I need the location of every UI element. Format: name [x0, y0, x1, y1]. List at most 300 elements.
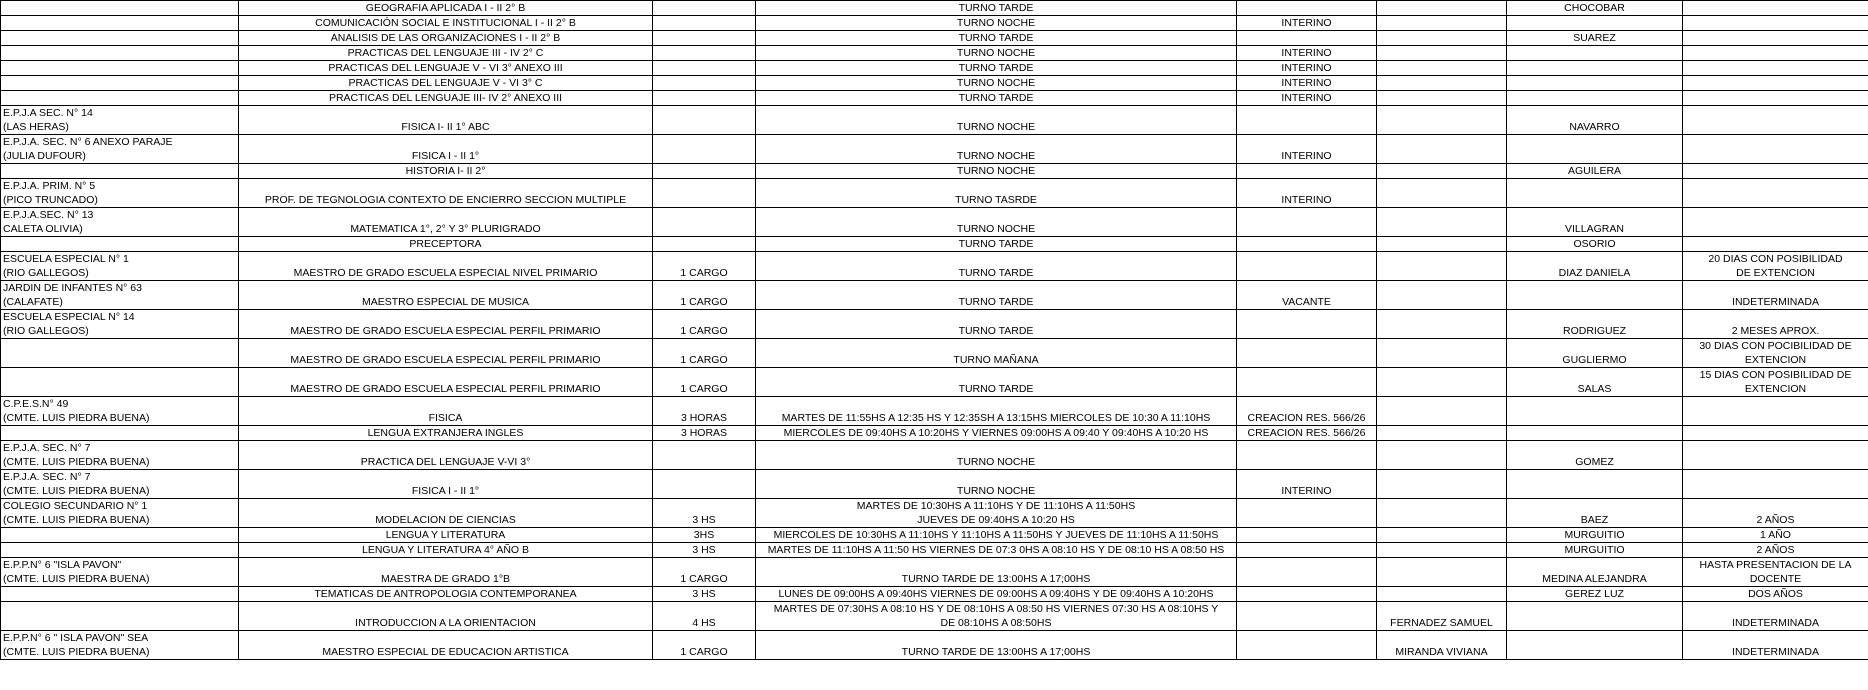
- schedule-line: TURNO TARDE: [958, 383, 1034, 395]
- duration-line: 2 AÑOS: [1756, 544, 1795, 556]
- schedule-line: TURNO TARDE: [958, 62, 1034, 74]
- duration-cell: [1683, 499, 1868, 528]
- quantity-cell: [653, 76, 756, 91]
- replacement-cell: [1377, 46, 1507, 61]
- duration-cell: [1683, 470, 1868, 499]
- table-row: [1, 339, 1868, 368]
- schedule-cell: [756, 631, 1237, 660]
- schedule-cell: [756, 1, 1237, 16]
- table-row: [1, 499, 1868, 528]
- duration-cell: [1683, 164, 1868, 179]
- school-cell: [1, 543, 239, 558]
- table-row: [1, 61, 1868, 76]
- schedule-cell: [756, 76, 1237, 91]
- schedule-cell: [756, 281, 1237, 310]
- school-cell: [1, 237, 239, 252]
- status-cell: [1237, 1, 1377, 16]
- holder-cell: [1507, 46, 1683, 61]
- quantity-cell: 4 HS: [653, 602, 756, 631]
- school-cell: [1, 179, 239, 208]
- school-line: JARDIN DE INFANTES N° 63: [3, 282, 142, 294]
- schedule-line: TURNO TARDE DE 13:00HS A 17;00HS: [901, 646, 1091, 658]
- position-cell: MAESTRO DE GRADO ESCUELA ESPECIAL PERFIL PRIMARIO: [239, 339, 653, 368]
- holder-cell: OSORIO: [1507, 237, 1683, 252]
- schedule-cell: [756, 179, 1237, 208]
- duration-cell: [1683, 208, 1868, 237]
- status-cell: [1237, 368, 1377, 397]
- holder-cell: [1507, 179, 1683, 208]
- replacement-cell: [1377, 76, 1507, 91]
- schedule-cell: [756, 61, 1237, 76]
- school-cell: [1, 499, 239, 528]
- table-row: [1, 470, 1868, 499]
- holder-cell: NAVARRO: [1507, 106, 1683, 135]
- duration-cell: [1683, 543, 1868, 558]
- replacement-cell: [1377, 164, 1507, 179]
- quantity-cell: 3 HS: [653, 543, 756, 558]
- table-row: [1, 1, 1868, 16]
- status-cell: [1237, 499, 1377, 528]
- school-cell: [1, 31, 239, 46]
- table-row: [1, 179, 1868, 208]
- duration-cell: [1683, 558, 1868, 587]
- duration-line: INDETERMINADA: [1732, 646, 1819, 658]
- table-row: [1, 426, 1868, 441]
- status-cell: INTERINO: [1237, 61, 1377, 76]
- school-cell: [1, 587, 239, 602]
- duration-cell: [1683, 46, 1868, 61]
- duration-cell: [1683, 252, 1868, 281]
- position-cell: FISICA I - II 1°: [239, 470, 653, 499]
- schedule-cell: [756, 46, 1237, 61]
- position-cell: PRACTICAS DEL LENGUAJE III - IV 2° C: [239, 46, 653, 61]
- duration-cell: [1683, 179, 1868, 208]
- schedule-cell: [756, 426, 1237, 441]
- duration-cell: [1683, 528, 1868, 543]
- duration-line: DE EXTENCION: [1736, 267, 1815, 279]
- schedule-cell: [756, 135, 1237, 164]
- replacement-cell: [1377, 587, 1507, 602]
- school-line: (CMTE. LUIS PIEDRA BUENA): [3, 412, 150, 424]
- quantity-cell: [653, 208, 756, 237]
- school-cell: [1, 135, 239, 164]
- replacement-cell: [1377, 543, 1507, 558]
- schedule-cell: [756, 441, 1237, 470]
- schedule-cell: [756, 499, 1237, 528]
- replacement-cell: [1377, 135, 1507, 164]
- holder-cell: MURGUITIO: [1507, 528, 1683, 543]
- school-line: E.P.J.A.SEC. N° 13: [3, 209, 94, 221]
- table-row: [1, 106, 1868, 135]
- quantity-cell: [653, 16, 756, 31]
- duration-cell: [1683, 426, 1868, 441]
- holder-cell: [1507, 281, 1683, 310]
- schedule-line: MARTES DE 10:30HS A 11:10HS Y DE 11:10HS A 11:50HS: [856, 500, 1136, 512]
- school-cell: [1, 46, 239, 61]
- school-line: (JULIA DUFOUR): [3, 150, 86, 162]
- school-cell: [1, 91, 239, 106]
- schedule-cell: [756, 528, 1237, 543]
- quantity-cell: 1 CARGO: [653, 310, 756, 339]
- schedule-line: TURNO NOCHE: [956, 121, 1036, 133]
- duration-cell: [1683, 61, 1868, 76]
- schedule-line: TURNO NOCHE: [956, 223, 1036, 235]
- duration-cell: [1683, 397, 1868, 426]
- holder-cell: GEREZ LUZ: [1507, 587, 1683, 602]
- quantity-cell: [653, 441, 756, 470]
- school-cell: [1, 426, 239, 441]
- status-cell: [1237, 310, 1377, 339]
- duration-cell: [1683, 91, 1868, 106]
- school-cell: [1, 631, 239, 660]
- holder-cell: DIAZ DANIELA: [1507, 252, 1683, 281]
- position-cell: TEMATICAS DE ANTROPOLOGIA CONTEMPORANEA: [239, 587, 653, 602]
- duration-cell: [1683, 237, 1868, 252]
- replacement-cell: [1377, 528, 1507, 543]
- table-row: [1, 310, 1868, 339]
- replacement-cell: [1377, 441, 1507, 470]
- school-line: (CMTE. LUIS PIEDRA BUENA): [3, 573, 150, 585]
- status-cell: [1237, 587, 1377, 602]
- quantity-cell: [653, 31, 756, 46]
- schedule-line: MARTES DE 07:30HS A 08:10 HS Y DE 08:10HS A 08:50 HS VIERNES 07:30 HS A 08:10HS Y: [773, 603, 1219, 615]
- schedule-line: MIERCOLES DE 09:40HS A 10:20HS Y VIERNES 09:00HS A 09:40 Y 09:40HS A 10:20 HS: [783, 427, 1209, 439]
- school-line: CALETA OLIVIA): [3, 223, 83, 235]
- school-line: (LAS HERAS): [3, 121, 69, 133]
- schedule-line: TURNO TARDE: [958, 296, 1034, 308]
- status-cell: INTERINO: [1237, 16, 1377, 31]
- school-cell: [1, 397, 239, 426]
- schedule-line: MARTES DE 11:55HS A 12:35 HS Y 12:35SH A 13:15HS MIERCOLES DE 10:30 A 11:10HS: [781, 412, 1211, 424]
- holder-cell: [1507, 426, 1683, 441]
- school-line: (CALAFATE): [3, 296, 63, 308]
- schedule-cell: [756, 106, 1237, 135]
- duration-cell: [1683, 16, 1868, 31]
- duration-line: EXTENCION: [1744, 354, 1807, 366]
- schedule-line: TURNO TARDE: [958, 2, 1034, 14]
- table-row: [1, 31, 1868, 46]
- holder-cell: [1507, 76, 1683, 91]
- duration-cell: [1683, 602, 1868, 631]
- school-cell: [1, 208, 239, 237]
- quantity-cell: 1 CARGO: [653, 281, 756, 310]
- position-cell: MATEMATICA 1°, 2° Y 3° PLURIGRADO: [239, 208, 653, 237]
- holder-cell: MURGUITIO: [1507, 543, 1683, 558]
- holder-cell: [1507, 91, 1683, 106]
- status-cell: [1237, 106, 1377, 135]
- quantity-cell: 1 CARGO: [653, 252, 756, 281]
- school-cell: [1, 310, 239, 339]
- school-cell: [1, 470, 239, 499]
- status-cell: [1237, 237, 1377, 252]
- schedule-line: TURNO TASRDE: [955, 194, 1037, 206]
- replacement-cell: [1377, 208, 1507, 237]
- school-line: (CMTE. LUIS PIEDRA BUENA): [3, 485, 150, 497]
- school-cell: [1, 164, 239, 179]
- holder-cell: BAEZ: [1507, 499, 1683, 528]
- position-cell: HISTORIA I- II 2°: [239, 164, 653, 179]
- holder-cell: [1507, 61, 1683, 76]
- holder-cell: [1507, 470, 1683, 499]
- duration-line: INDETERMINADA: [1732, 296, 1819, 308]
- holder-cell: CHOCOBAR: [1507, 1, 1683, 16]
- duration-line: 30 DIAS CON POCIBILIDAD DE: [1699, 340, 1852, 352]
- table-row: [1, 543, 1868, 558]
- schedule-cell: [756, 310, 1237, 339]
- school-cell: [1, 528, 239, 543]
- table-row: [1, 91, 1868, 106]
- quantity-cell: 1 CARGO: [653, 339, 756, 368]
- replacement-cell: [1377, 310, 1507, 339]
- quantity-cell: [653, 470, 756, 499]
- school-line: E.P.J.A. SEC. N° 7: [3, 442, 91, 454]
- replacement-cell: [1377, 91, 1507, 106]
- holder-cell: [1507, 602, 1683, 631]
- quantity-cell: [653, 179, 756, 208]
- school-line: ESCUELA ESPECIAL N° 1: [3, 253, 129, 265]
- school-line: C.P.E.S.N° 49: [3, 398, 69, 410]
- position-cell: FISICA I- II 1° ABC: [239, 106, 653, 135]
- schedule-line: TURNO TARDE: [958, 267, 1034, 279]
- duration-cell: [1683, 441, 1868, 470]
- holder-cell: GOMEZ: [1507, 441, 1683, 470]
- table-row: [1, 46, 1868, 61]
- duration-line: EXTENCION: [1744, 383, 1807, 395]
- schedule-line: MARTES DE 11:10HS A 11:50 HS VIERNES DE 07:3 0HS A 08:10 HS Y DE 08:10 HS A 08:50 HS: [767, 544, 1225, 556]
- school-cell: [1, 1, 239, 16]
- schedule-cell: [756, 470, 1237, 499]
- status-cell: [1237, 528, 1377, 543]
- table-row: [1, 208, 1868, 237]
- school-line: (CMTE. LUIS PIEDRA BUENA): [3, 514, 150, 526]
- schedule-line: TURNO NOCHE: [956, 77, 1036, 89]
- schedule-line: TURNO TARDE: [958, 92, 1034, 104]
- replacement-cell: [1377, 61, 1507, 76]
- position-cell: MAESTRO DE GRADO ESCUELA ESPECIAL PERFIL PRIMARIO: [239, 368, 653, 397]
- quantity-cell: [653, 91, 756, 106]
- school-line: E.P.P.N° 6 " ISLA PAVON" SEA: [3, 632, 149, 644]
- position-cell: MAESTRO ESPECIAL DE MUSICA: [239, 281, 653, 310]
- replacement-cell: [1377, 426, 1507, 441]
- schedule-line: MIERCOLES DE 10:30HS A 11:10HS Y 11:10HS A 11:50HS Y JUEVES DE 11:10HS A 11:50HS: [773, 529, 1219, 541]
- duration-cell: [1683, 31, 1868, 46]
- school-line: (CMTE. LUIS PIEDRA BUENA): [3, 646, 150, 658]
- position-cell: PRACTICAS DEL LENGUAJE V - VI 3° ANEXO III: [239, 61, 653, 76]
- status-cell: INTERINO: [1237, 46, 1377, 61]
- quantity-cell: 3HS: [653, 528, 756, 543]
- quantity-cell: 1 CARGO: [653, 368, 756, 397]
- quantity-cell: 3 HS: [653, 499, 756, 528]
- school-cell: [1, 441, 239, 470]
- quantity-cell: 3 HORAS: [653, 426, 756, 441]
- position-cell: PRACTICAS DEL LENGUAJE V - VI 3° C: [239, 76, 653, 91]
- table-row: [1, 631, 1868, 660]
- schedule-cell: [756, 543, 1237, 558]
- quantity-cell: [653, 164, 756, 179]
- duration-cell: [1683, 76, 1868, 91]
- position-cell: PRACTICAS DEL LENGUAJE III- IV 2° ANEXO III: [239, 91, 653, 106]
- school-cell: [1, 281, 239, 310]
- position-cell: FISICA I - II 1°: [239, 135, 653, 164]
- replacement-cell: [1377, 470, 1507, 499]
- table-row: [1, 281, 1868, 310]
- replacement-cell: [1377, 16, 1507, 31]
- position-cell: MAESTRO DE GRADO ESCUELA ESPECIAL NIVEL PRIMARIO: [239, 252, 653, 281]
- duration-line: 15 DIAS CON POSIBILIDAD DE: [1699, 369, 1852, 381]
- school-line: ESCUELA ESPECIAL N° 14: [3, 311, 135, 323]
- schedule-cell: [756, 339, 1237, 368]
- position-cell: MODELACION DE CIENCIAS: [239, 499, 653, 528]
- holder-cell: SUAREZ: [1507, 31, 1683, 46]
- school-line: E.P.J.A SEC. N° 14: [3, 107, 93, 119]
- quantity-cell: 3 HS: [653, 587, 756, 602]
- position-cell: MAESTRO ESPECIAL DE EDUCACION ARTISTICA: [239, 631, 653, 660]
- duration-cell: [1683, 368, 1868, 397]
- status-cell: INTERINO: [1237, 135, 1377, 164]
- schedule-line: TURNO NOCHE: [956, 456, 1036, 468]
- status-cell: CREACION RES. 566/26: [1237, 397, 1377, 426]
- status-cell: [1237, 602, 1377, 631]
- duration-cell: [1683, 631, 1868, 660]
- school-line: E.P.J.A. PRIM. N° 5: [3, 180, 96, 192]
- schedule-line: TURNO TARDE: [958, 238, 1034, 250]
- school-cell: [1, 252, 239, 281]
- replacement-cell: [1377, 558, 1507, 587]
- duration-cell: [1683, 135, 1868, 164]
- schedule-cell: [756, 16, 1237, 31]
- status-cell: INTERINO: [1237, 76, 1377, 91]
- holder-cell: [1507, 631, 1683, 660]
- school-cell: [1, 61, 239, 76]
- duration-cell: [1683, 587, 1868, 602]
- position-cell: COMUNICACIÓN SOCIAL E INSTITUCIONAL I - II 2° B: [239, 16, 653, 31]
- status-cell: INTERINO: [1237, 179, 1377, 208]
- holder-cell: [1507, 397, 1683, 426]
- schedule-line: TURNO TARDE: [958, 32, 1034, 44]
- replacement-cell: [1377, 368, 1507, 397]
- table-row: [1, 528, 1868, 543]
- school-line: E.P.P.N° 6 "ISLA PAVON": [3, 559, 122, 571]
- holder-cell: VILLAGRAN: [1507, 208, 1683, 237]
- school-cell: [1, 368, 239, 397]
- duration-cell: [1683, 281, 1868, 310]
- position-cell: MAESTRO DE GRADO ESCUELA ESPECIAL PERFIL PRIMARIO: [239, 310, 653, 339]
- position-cell: LENGUA Y LITERATURA: [239, 528, 653, 543]
- table-row: [1, 558, 1868, 587]
- status-cell: [1237, 31, 1377, 46]
- school-line: (RIO GALLEGOS): [3, 325, 89, 337]
- quantity-cell: [653, 1, 756, 16]
- table-row: [1, 602, 1868, 631]
- schedule-cell: [756, 397, 1237, 426]
- status-cell: [1237, 208, 1377, 237]
- schedule-line: TURNO NOCHE: [956, 17, 1036, 29]
- school-line: (RIO GALLEGOS): [3, 267, 89, 279]
- school-line: (PICO TRUNCADO): [3, 194, 98, 206]
- quantity-cell: 1 CARGO: [653, 558, 756, 587]
- schedule-line: DE 08:10HS A 08:50HS: [940, 617, 1052, 629]
- replacement-cell: MIRANDA VIVIANA: [1377, 631, 1507, 660]
- school-line: COLEGIO SECUNDARIO N° 1: [3, 500, 148, 512]
- quantity-cell: [653, 237, 756, 252]
- status-cell: [1237, 339, 1377, 368]
- replacement-cell: [1377, 31, 1507, 46]
- holder-cell: [1507, 135, 1683, 164]
- table-row: [1, 16, 1868, 31]
- status-cell: CREACION RES. 566/26: [1237, 426, 1377, 441]
- duration-cell: [1683, 1, 1868, 16]
- schedule-line: TURNO TARDE DE 13:00HS A 17;00HS: [901, 573, 1091, 585]
- schedule-line: TURNO NOCHE: [956, 165, 1036, 177]
- position-cell: LENGUA EXTRANJERA INGLES: [239, 426, 653, 441]
- duration-line: 2 AÑOS: [1756, 514, 1795, 526]
- holder-cell: RODRIGUEZ: [1507, 310, 1683, 339]
- replacement-cell: FERNADEZ SAMUEL: [1377, 602, 1507, 631]
- status-cell: [1237, 164, 1377, 179]
- position-cell: PROF. DE TEGNOLOGIA CONTEXTO DE ENCIERRO SECCION MULTIPLE: [239, 179, 653, 208]
- replacement-cell: [1377, 252, 1507, 281]
- holder-cell: AGUILERA: [1507, 164, 1683, 179]
- holder-cell: [1507, 16, 1683, 31]
- schedule-cell: [756, 558, 1237, 587]
- position-cell: PRACTICA DEL LENGUAJE V-VI 3°: [239, 441, 653, 470]
- replacement-cell: [1377, 339, 1507, 368]
- replacement-cell: [1377, 1, 1507, 16]
- duration-line: HASTA PRESENTACION DE LA DOCENTE: [1699, 559, 1852, 585]
- school-cell: [1, 602, 239, 631]
- position-cell: LENGUA Y LITERATURA 4° AÑO B: [239, 543, 653, 558]
- quantity-cell: [653, 106, 756, 135]
- status-cell: [1237, 543, 1377, 558]
- table-row: [1, 135, 1868, 164]
- duration-line: DOS AÑOS: [1748, 588, 1803, 600]
- status-cell: VACANTE: [1237, 281, 1377, 310]
- holder-cell: SALAS: [1507, 368, 1683, 397]
- position-cell: MAESTRA DE GRADO 1°B: [239, 558, 653, 587]
- school-cell: [1, 16, 239, 31]
- position-cell: PRECEPTORA: [239, 237, 653, 252]
- table-row: [1, 164, 1868, 179]
- status-cell: [1237, 441, 1377, 470]
- status-cell: INTERINO: [1237, 91, 1377, 106]
- table-row: [1, 397, 1868, 426]
- schedule-cell: [756, 91, 1237, 106]
- school-cell: [1, 76, 239, 91]
- table-row: [1, 368, 1868, 397]
- status-cell: [1237, 252, 1377, 281]
- duration-line: 1 AÑO: [1760, 529, 1791, 541]
- replacement-cell: [1377, 237, 1507, 252]
- duration-cell: [1683, 106, 1868, 135]
- schedule-line: TURNO MAÑANA: [953, 354, 1039, 366]
- replacement-cell: [1377, 499, 1507, 528]
- schedule-cell: [756, 368, 1237, 397]
- duration-line: 20 DIAS CON POSIBILIDAD: [1708, 253, 1843, 265]
- schedule-line: TURNO NOCHE: [956, 47, 1036, 59]
- table-row: [1, 237, 1868, 252]
- holder-cell: MEDINA ALEJANDRA: [1507, 558, 1683, 587]
- duration-cell: [1683, 310, 1868, 339]
- holder-cell: GUGLIERMO: [1507, 339, 1683, 368]
- position-cell: FISICA: [239, 397, 653, 426]
- status-cell: [1237, 631, 1377, 660]
- status-cell: INTERINO: [1237, 470, 1377, 499]
- table-row: [1, 76, 1868, 91]
- schedule-line: LUNES DE 09:00HS A 09:40HS VIERNES DE 09:00HS A 09:40HS Y DE 09:40HS A 10:20HS: [778, 588, 1214, 600]
- table-row: [1, 252, 1868, 281]
- school-line: E.P.J.A. SEC. N° 7: [3, 471, 91, 483]
- duration-line: 2 MESES APROX.: [1731, 325, 1820, 337]
